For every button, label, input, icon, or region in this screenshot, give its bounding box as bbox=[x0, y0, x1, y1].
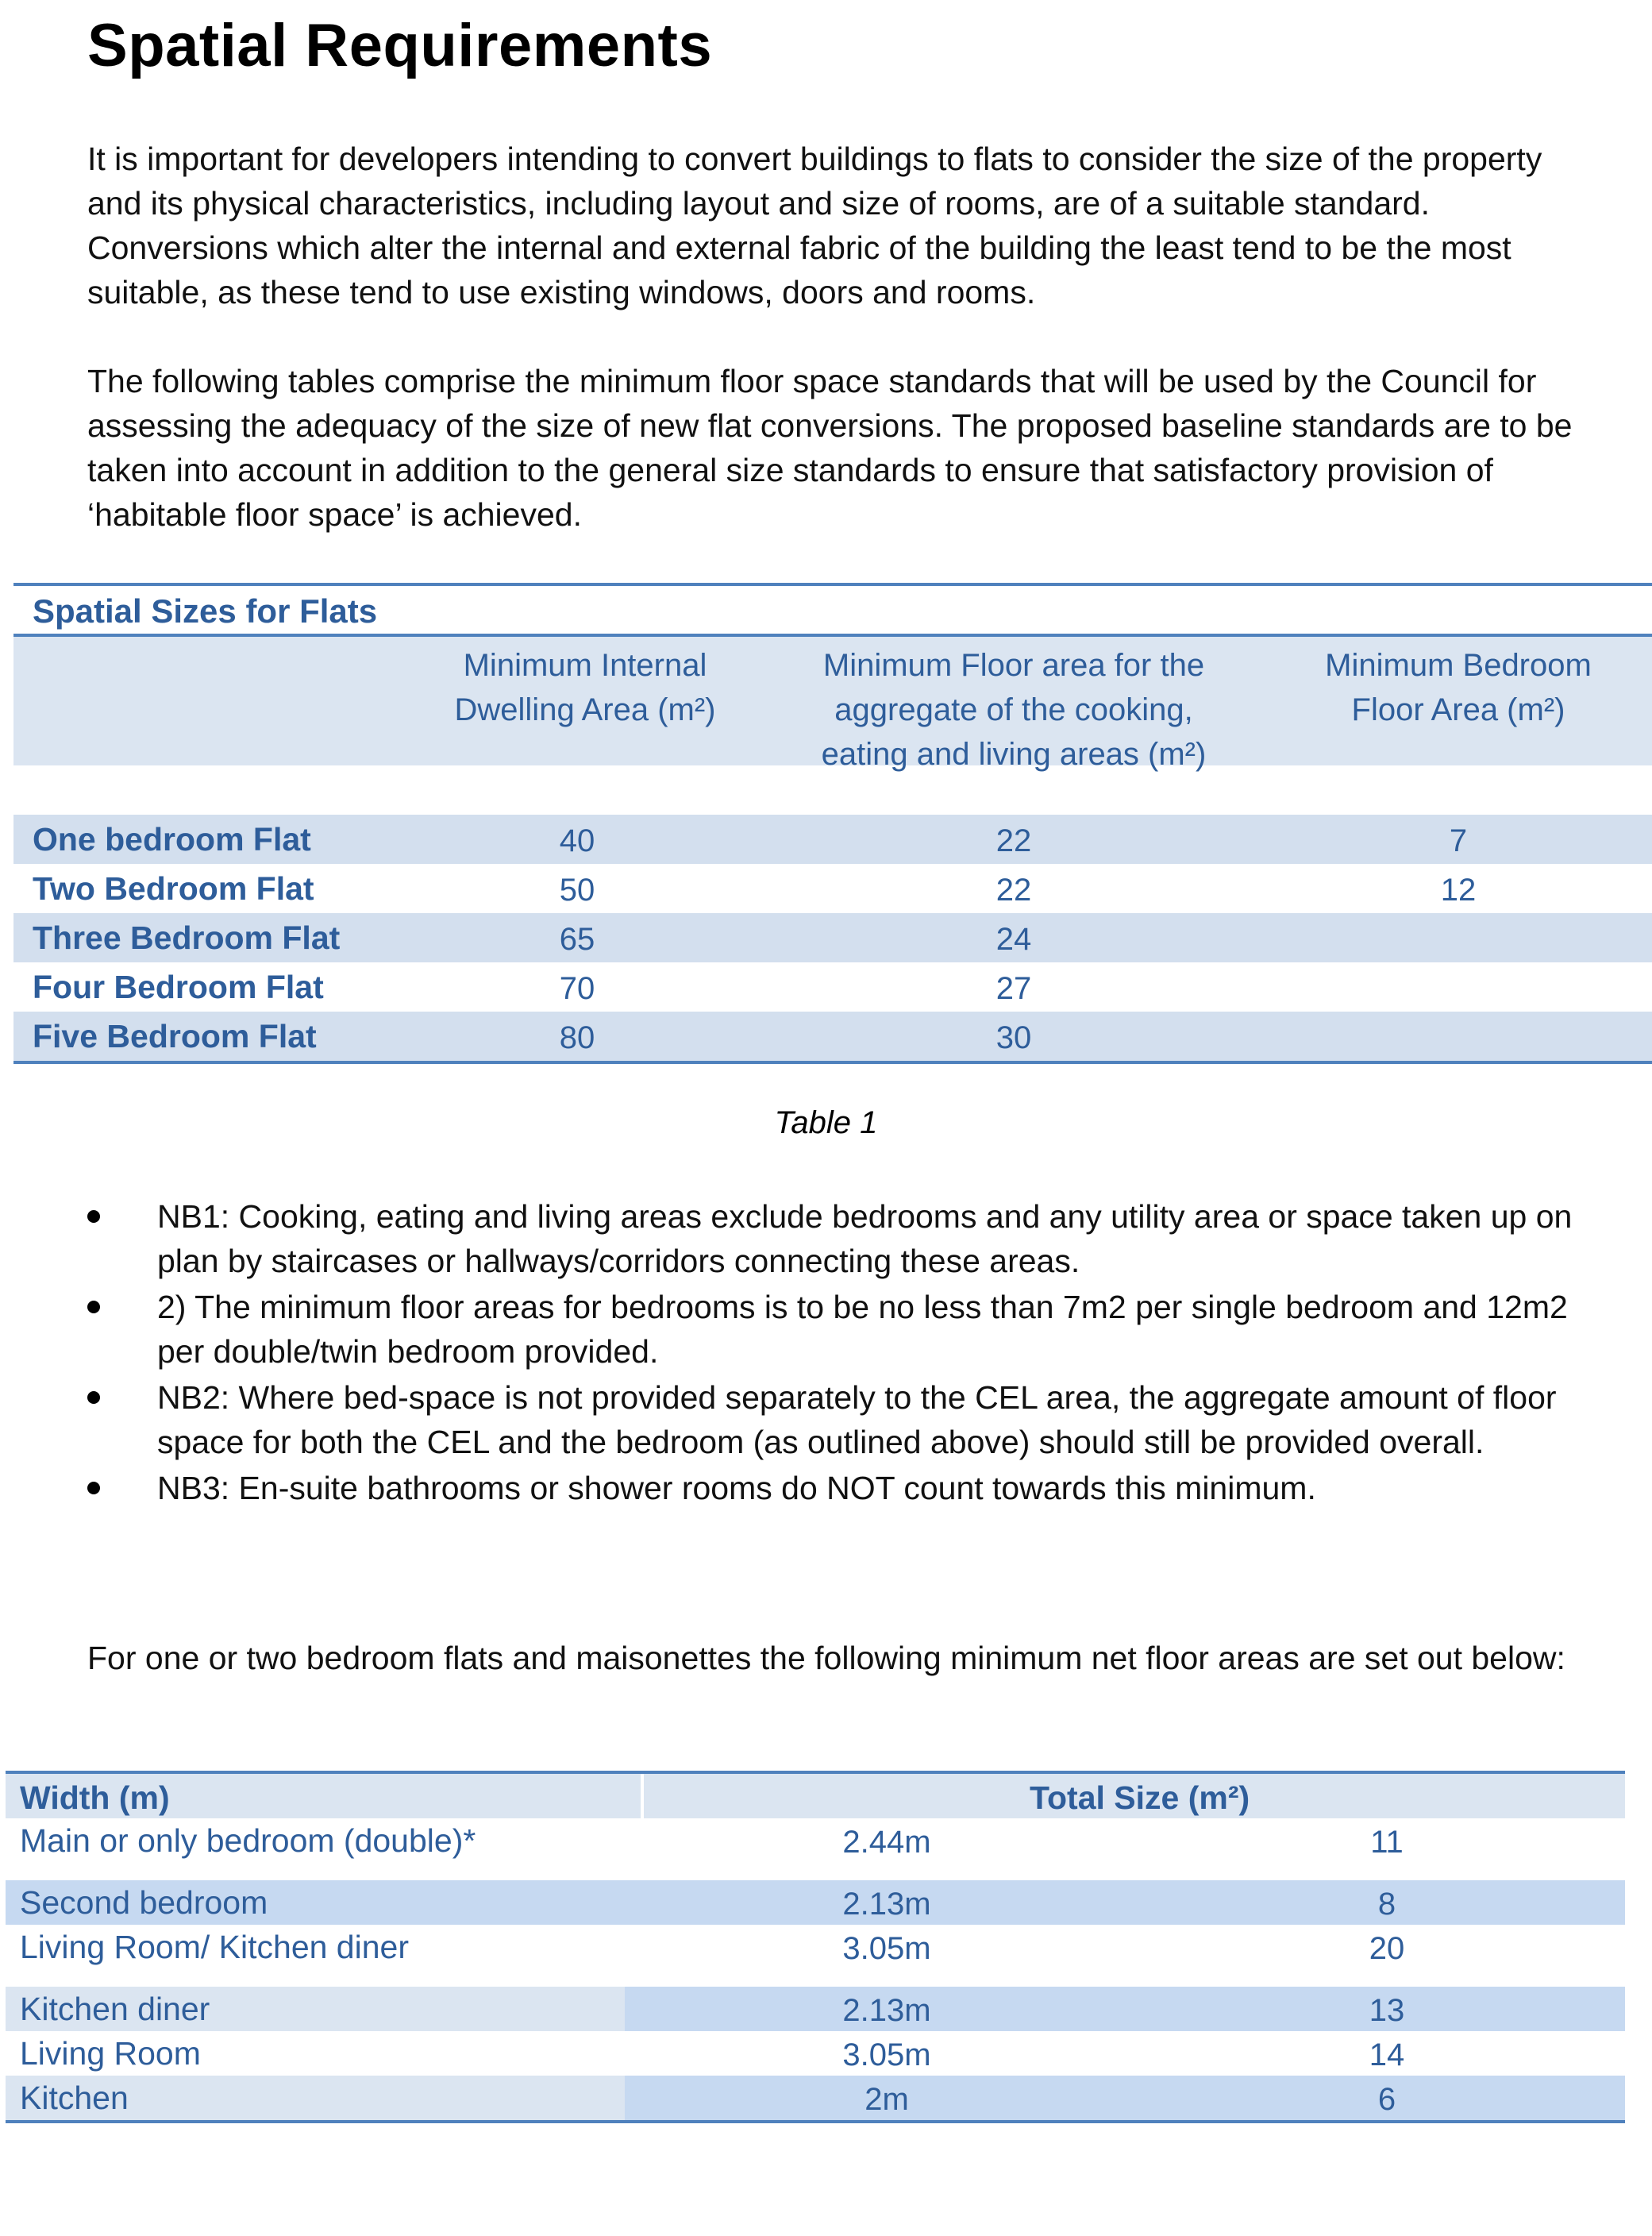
list-item bbox=[87, 1285, 1596, 1374]
bedroom-area-value: 12 bbox=[1440, 873, 1477, 908]
room-size: 14 bbox=[1369, 2037, 1405, 2072]
internal-area-value: 65 bbox=[559, 922, 595, 957]
spatial-sizes-table bbox=[13, 583, 1652, 1083]
room-label: Main or only bedroom (double)* bbox=[20, 1822, 476, 1859]
table-row bbox=[13, 1012, 1652, 1061]
cel-area-value: 22 bbox=[995, 823, 1032, 858]
table-rule bbox=[13, 583, 1652, 586]
table-caption-label: Table 1 bbox=[774, 1105, 878, 1140]
room-width: 3.05m bbox=[842, 2037, 931, 2072]
bullet-icon bbox=[87, 1210, 100, 1223]
list-item bbox=[87, 1194, 1596, 1283]
row-label: Three Bedroom Flat bbox=[33, 919, 341, 956]
header-total-size: Total Size (m²) bbox=[1030, 1779, 1250, 1816]
header-width: Width (m) bbox=[20, 1779, 170, 1816]
note-text: NB2: Where bed-space is not provided separately to the CEL area, the aggregate amount of floor space for both the CEL and the bedroom (as outlined above) should still be provided overall. bbox=[157, 1379, 1557, 1460]
table-row bbox=[6, 2076, 1625, 2120]
internal-area-value: 70 bbox=[559, 971, 595, 1006]
cel-area-value: 30 bbox=[995, 1020, 1032, 1055]
bullet-icon bbox=[87, 1391, 100, 1404]
internal-area-value: 50 bbox=[559, 873, 595, 908]
room-size: 11 bbox=[1370, 1825, 1404, 1860]
header-bedroom-area: Minimum Bedroom Floor Area (m²) bbox=[1325, 648, 1592, 727]
note-text: NB1: Cooking, eating and living areas exclude bedrooms and any utility area or space taken up on plan by staircases or hallways/corridors connecting these areas. bbox=[157, 1198, 1573, 1279]
bullet-icon bbox=[87, 1301, 100, 1313]
table-row bbox=[6, 1818, 1625, 1872]
cel-area-value: 27 bbox=[995, 971, 1032, 1006]
room-label: Kitchen diner bbox=[20, 1991, 210, 2027]
row-shade bbox=[625, 1987, 1625, 2031]
header-cel-area: Minimum Floor area for the aggregate of the cooking, eating and living areas (m²) bbox=[821, 648, 1207, 772]
bedroom-area-value: 7 bbox=[1449, 823, 1468, 858]
room-label: Living Room bbox=[20, 2035, 201, 2072]
table-rule bbox=[6, 2120, 1625, 2123]
list-item bbox=[87, 1466, 1596, 1510]
header-internal-area: Minimum Internal Dwelling Area (m²) bbox=[454, 648, 716, 727]
room-width: 2.44m bbox=[842, 1825, 931, 1860]
bullet-icon bbox=[87, 1482, 100, 1494]
table-rule bbox=[13, 1061, 1652, 1064]
table-caption: Spatial Sizes for Flats bbox=[33, 592, 378, 630]
note-text: 2) The minimum floor areas for bedrooms is to be no less than 7m2 per single bedroom and 12m2 per double/twin bedroom provided. bbox=[157, 1289, 1568, 1370]
net-floor-areas-paragraph: For one or two bedroom flats and maisonettes the following minimum net floor areas are set out below: bbox=[87, 1640, 1565, 1676]
table-row bbox=[6, 1880, 1625, 1925]
row-label: Five Bedroom Flat bbox=[33, 1018, 317, 1054]
list-item bbox=[87, 1375, 1596, 1464]
intro-paragraph: It is important for developers intending to convert buildings to flats to consider the size of the property and its physical characteristics, including layout and size of rooms, are of a suitable standard. Conversions which alter the internal and external fabric of the building the least tend to be the most suitable, as these tend to use existing windows, doors and rooms. bbox=[87, 141, 1542, 310]
room-width: 2m bbox=[865, 2082, 909, 2117]
cel-area-value: 22 bbox=[995, 873, 1032, 908]
internal-area-value: 40 bbox=[559, 823, 595, 858]
net-floor-areas-table bbox=[6, 1771, 1625, 2152]
table-header-row bbox=[13, 634, 1652, 772]
row-shade bbox=[625, 2076, 1625, 2120]
room-label: Living Room/ Kitchen diner bbox=[20, 1929, 409, 1965]
table-row bbox=[13, 864, 1652, 913]
room-label: Kitchen bbox=[20, 2080, 129, 2116]
room-width: 3.05m bbox=[842, 1931, 931, 1966]
room-size: 8 bbox=[1377, 1887, 1396, 1922]
standards-paragraph: The following tables comprise the minimum floor space standards that will be used by the Council for assessing the adequacy of the size of new flat conversions. The proposed baseline standards are to be taken into account in addition to the general size standards to ensure that satisfactory provision of ‘habitable floor space’ is achieved. bbox=[87, 363, 1573, 533]
room-width: 2.13m bbox=[842, 1887, 931, 1922]
table-row bbox=[13, 962, 1652, 1012]
row-label: Two Bedroom Flat bbox=[33, 870, 314, 907]
table-row bbox=[13, 815, 1652, 864]
room-label: Second bedroom bbox=[20, 1884, 268, 1921]
table-header-row bbox=[6, 1774, 1625, 1818]
room-size: 13 bbox=[1369, 1993, 1405, 2028]
page-title: Spatial Requirements bbox=[87, 12, 713, 79]
room-width: 2.13m bbox=[842, 1993, 931, 2028]
row-label: One bedroom Flat bbox=[33, 821, 311, 858]
note-text: NB3: En-suite bathrooms or shower rooms do NOT count towards this minimum. bbox=[157, 1470, 1316, 1506]
internal-area-value: 80 bbox=[559, 1020, 595, 1055]
room-size: 20 bbox=[1369, 1931, 1405, 1966]
table-row bbox=[13, 913, 1652, 962]
table-row bbox=[6, 2031, 1625, 2076]
room-size: 6 bbox=[1377, 2082, 1396, 2117]
table-row bbox=[6, 1987, 1625, 2031]
cel-area-value: 24 bbox=[995, 922, 1032, 957]
table-row bbox=[6, 1925, 1625, 1974]
notes-list bbox=[87, 1194, 1596, 1512]
row-label: Four Bedroom Flat bbox=[33, 969, 324, 1005]
